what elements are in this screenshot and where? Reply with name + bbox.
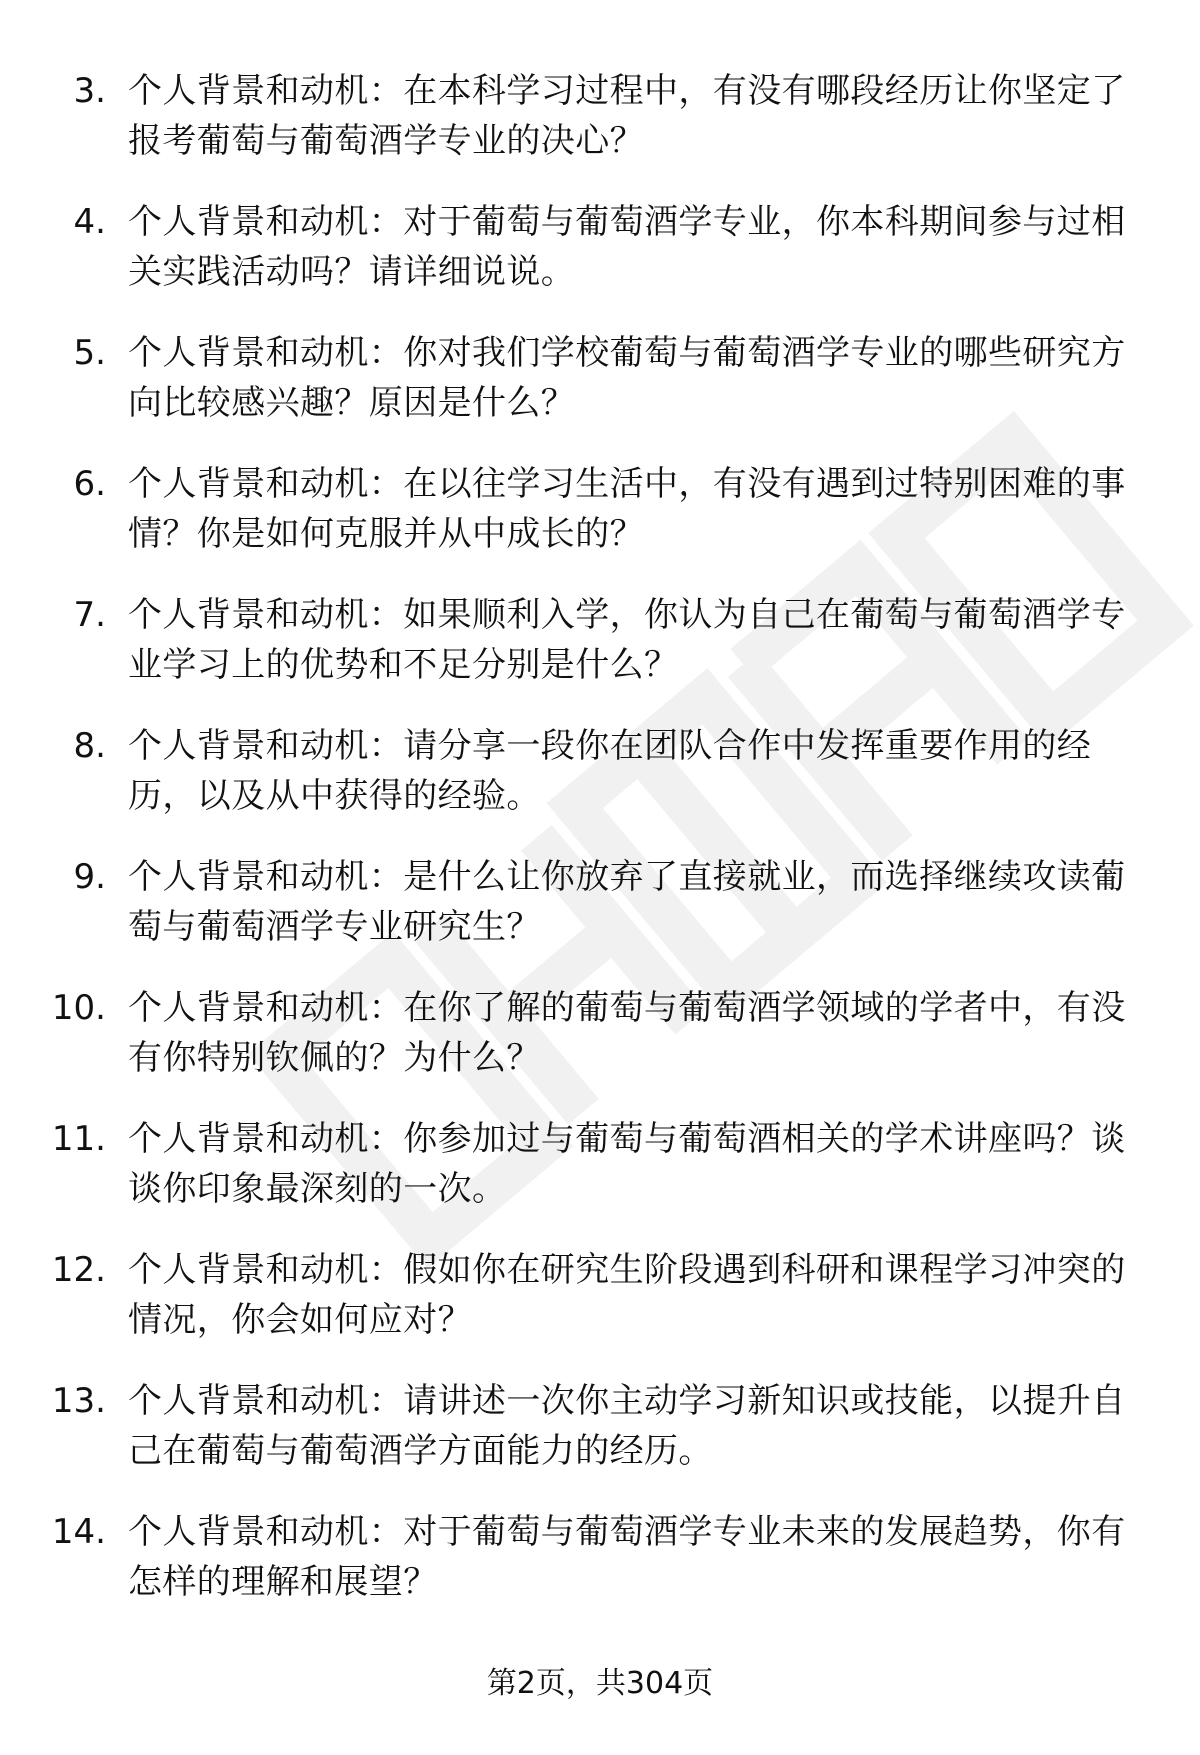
- question-item: [0, 852, 1200, 983]
- question-item: [0, 1376, 1200, 1507]
- question-number: 7.: [73, 595, 106, 635]
- question-text: 个人背景和动机：请分享一段你在团队合作中发挥重要作用的经历，以及从中获得的经验。: [128, 726, 1092, 816]
- question-item: [0, 1245, 1200, 1376]
- question-text: 个人背景和动机：如果顺利入学，你认为自己在葡萄与葡萄酒学专业学习上的优势和不足分别是什么？: [128, 595, 1126, 685]
- question-item: [0, 1507, 1200, 1638]
- question-number: 14.: [51, 1512, 106, 1552]
- question-number: 4.: [73, 202, 106, 242]
- question-number: 8.: [73, 726, 106, 766]
- question-number: 10.: [51, 988, 106, 1028]
- question-number: 11.: [51, 1119, 106, 1159]
- question-item: [0, 721, 1200, 852]
- question-text: 个人背景和动机：请讲述一次你主动学习新知识或技能，以提升自己在葡萄与葡萄酒学方面能力的经历。: [128, 1381, 1126, 1471]
- question-item: [0, 197, 1200, 328]
- page-number-footer: 第2页，共304页: [486, 1666, 714, 1701]
- question-number: 13.: [51, 1381, 106, 1421]
- question-text: 个人背景和动机：假如你在研究生阶段遇到科研和课程学习冲突的情况，你会如何应对？: [128, 1250, 1126, 1340]
- question-item: [0, 328, 1200, 459]
- question-text: 个人背景和动机：你对我们学校葡萄与葡萄酒学专业的哪些研究方向比较感兴趣？原因是什么？: [128, 333, 1126, 423]
- question-text: 个人背景和动机：是什么让你放弃了直接就业，而选择继续攻读葡萄与葡萄酒学专业研究生？: [128, 857, 1126, 947]
- question-list: [0, 66, 1200, 1638]
- question-text: 个人背景和动机：在你了解的葡萄与葡萄酒学领域的学者中，有没有你特别钦佩的？为什么？: [128, 988, 1126, 1078]
- question-text: 个人背景和动机：对于葡萄与葡萄酒学专业未来的发展趋势，你有怎样的理解和展望？: [128, 1512, 1126, 1602]
- question-item: [0, 1114, 1200, 1245]
- question-text: 个人背景和动机：对于葡萄与葡萄酒学专业，你本科期间参与过相关实践活动吗？请详细说说。: [128, 202, 1126, 292]
- question-number: 3.: [73, 71, 106, 111]
- question-item: [0, 459, 1200, 590]
- question-number: 6.: [73, 464, 106, 504]
- question-text: 个人背景和动机：在以往学习生活中，有没有遇到过特别困难的事情？你是如何克服并从中成长的？: [128, 464, 1126, 554]
- question-text: 个人背景和动机：在本科学习过程中，有没有哪段经历让你坚定了报考葡萄与葡萄酒学专业的决心？: [128, 71, 1126, 161]
- question-number: 9.: [73, 857, 106, 897]
- question-number: 12.: [51, 1250, 106, 1290]
- question-item: [0, 66, 1200, 197]
- question-number: 5.: [73, 333, 106, 373]
- question-item: [0, 983, 1200, 1114]
- question-text: 个人背景和动机：你参加过与葡萄与葡萄酒相关的学术讲座吗？谈谈你印象最深刻的一次。: [128, 1119, 1126, 1209]
- question-item: [0, 590, 1200, 721]
